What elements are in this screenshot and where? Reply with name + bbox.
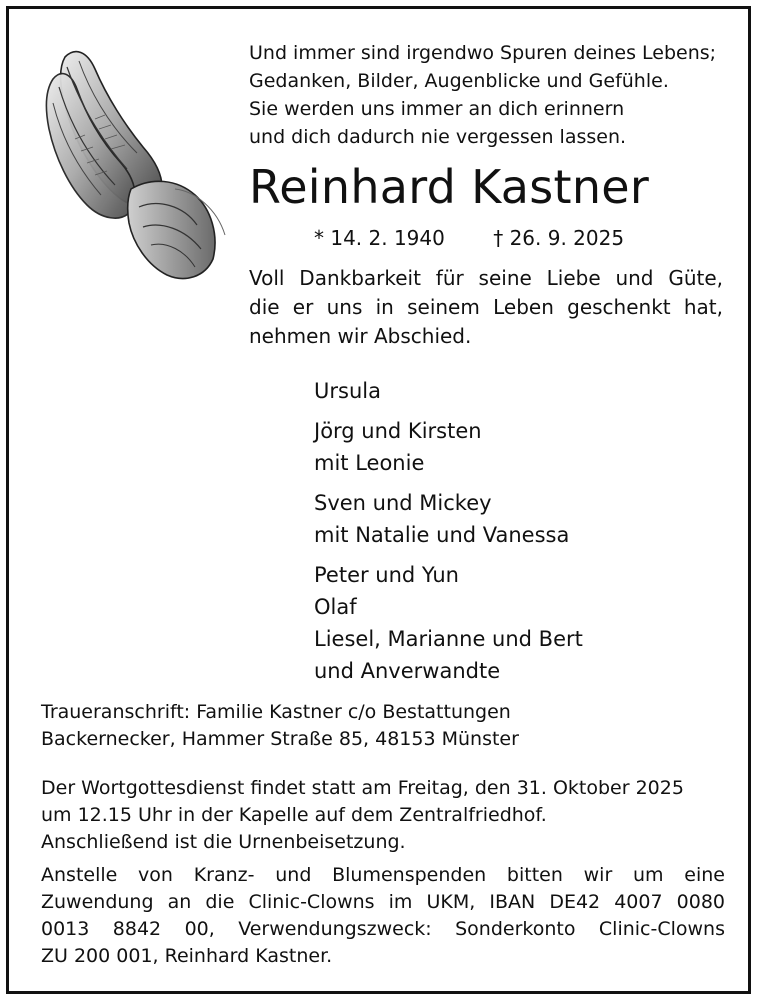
address-line: Backernecker, Hammer Straße 85, 48153 Münster	[41, 728, 519, 750]
mourner-group	[314, 559, 583, 687]
address-line: Traueranschrift: Familie Kastner c/o Bestattungen	[41, 701, 511, 723]
mourner-group	[314, 415, 583, 479]
service-line: um 12.15 Uhr in der Kapelle auf dem Zentralfriedhof.	[41, 804, 547, 826]
poem-line: Sie werden uns immer an dich erinnern	[249, 98, 625, 120]
mourner-line: Olaf	[314, 595, 357, 619]
praying-hands-icon	[35, 39, 235, 289]
thanks-line: nehmen wir Abschied.	[249, 324, 472, 348]
thanks-line: die er uns in seinem Leben geschenkt hat,	[249, 295, 723, 319]
death-date: † 26. 9. 2025	[493, 226, 625, 250]
poem	[249, 39, 739, 151]
donation-line: ZU 200 001, Reinhard Kastner.	[41, 945, 333, 967]
thanks-text	[249, 264, 723, 351]
mourner-line: Sven und Mickey	[314, 491, 492, 515]
deceased-name: Reinhard Kastner	[249, 160, 650, 214]
donation-line: Zuwendung an die Clinic-Clowns im UKM, IBAN DE42 4007 0080	[41, 891, 725, 913]
donation-info	[41, 862, 725, 970]
mourner-group	[314, 375, 583, 407]
life-dates	[314, 223, 624, 253]
mourner-line: Ursula	[314, 379, 381, 403]
thanks-line: Voll Dankbarkeit für seine Liebe und Güte,	[249, 266, 723, 290]
birth-date: * 14. 2. 1940	[314, 226, 445, 250]
mourner-line: mit Leonie	[314, 451, 425, 475]
mourner-line: mit Natalie und Vanessa	[314, 523, 570, 547]
mourner-line: Jörg und Kirsten	[314, 419, 482, 443]
mourner-line: Liesel, Marianne und Bert	[314, 627, 583, 651]
poem-line: Und immer sind irgendwo Spuren deines Lebens;	[249, 42, 717, 64]
poem-line: und dich dadurch nie vergessen lassen.	[249, 126, 627, 148]
mourner-group	[314, 487, 583, 551]
donation-line: Anstelle von Kranz- und Blumenspenden bitten wir um eine	[41, 864, 725, 886]
mourning-address	[41, 699, 731, 753]
service-line: Anschließend ist die Urnenbeisetzung.	[41, 831, 406, 853]
mourner-line: Peter und Yun	[314, 563, 459, 587]
poem-line: Gedanken, Bilder, Augenblicke und Gefühle.	[249, 70, 669, 92]
donation-line: 0013 8842 00, Verwendungszweck: Sonderkonto Clinic-Clowns	[41, 918, 725, 940]
service-info	[41, 775, 731, 856]
service-line: Der Wortgottesdienst findet statt am Freitag, den 31. Oktober 2025	[41, 777, 684, 799]
obituary-notice	[6, 6, 751, 994]
mourners-list	[314, 375, 583, 687]
mourner-line: und Anverwandte	[314, 659, 501, 683]
